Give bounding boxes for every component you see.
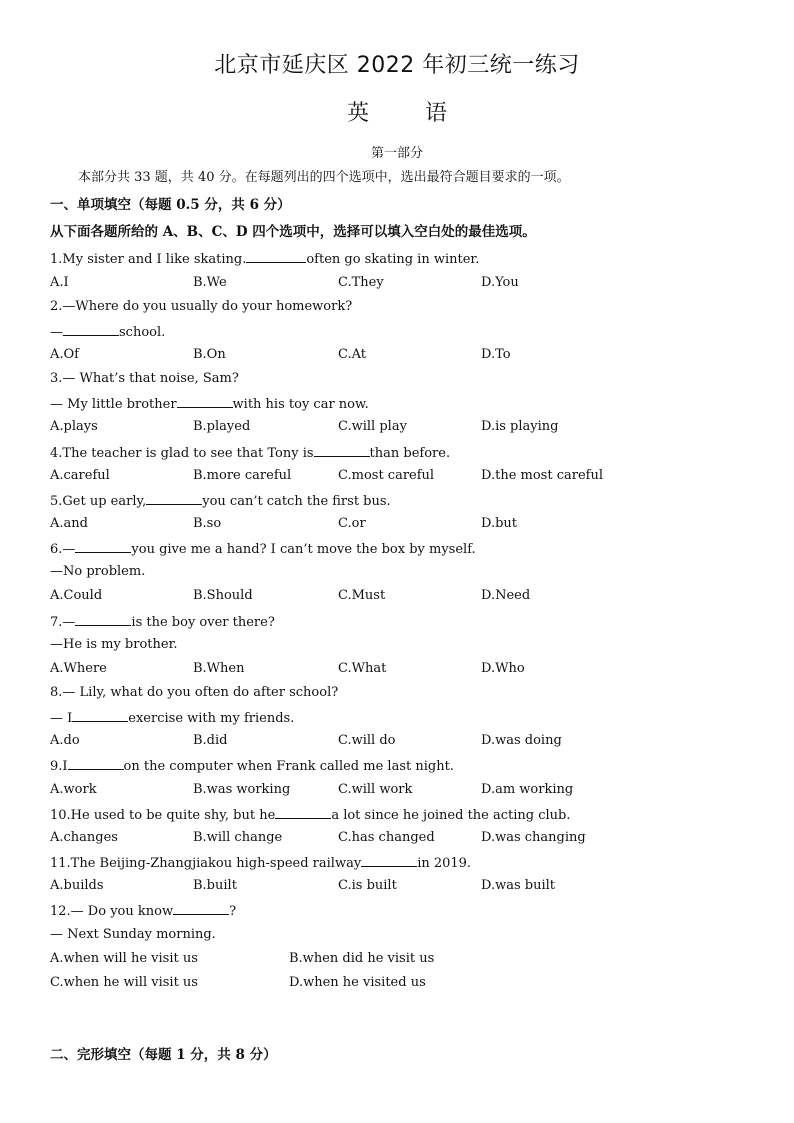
- q11-option-c[interactable]: C.is built: [338, 878, 397, 893]
- q7-option-d[interactable]: D.Who: [481, 661, 525, 676]
- q6-option-b[interactable]: B.Should: [193, 588, 253, 603]
- question-11: [50, 854, 471, 872]
- part-label: 第一部分: [370, 146, 423, 161]
- answer-blank: [173, 902, 229, 915]
- q3-text-b1: — My little brother: [50, 397, 177, 412]
- question-10: [50, 806, 571, 824]
- answer-blank: [275, 806, 331, 819]
- q5-text-a2: you can’t catch the first bus.: [202, 494, 391, 509]
- q3-text-b2: with his toy car now.: [232, 397, 369, 412]
- q2-option-d[interactable]: D.To: [481, 347, 511, 362]
- answer-blank: [63, 323, 119, 336]
- q1-text-a: 1.My sister and I like skating.: [50, 252, 247, 267]
- q6-option-c[interactable]: C.Must: [338, 588, 386, 603]
- q9-option-a[interactable]: A.work: [50, 782, 97, 797]
- q7-option-c[interactable]: C.What: [338, 661, 387, 676]
- question-12: [50, 902, 236, 920]
- q4-text-a2: than before.: [369, 446, 451, 461]
- subject-title: [0, 96, 794, 127]
- question-8: 8.— Lily, what do you often do after school?: [50, 685, 339, 700]
- q1-option-b[interactable]: B.We: [193, 275, 227, 290]
- q3-response: [50, 395, 369, 413]
- q7-text-a2: is the boy over there?: [131, 615, 275, 630]
- q12-text-a2: ?: [229, 904, 237, 919]
- subject-char-2: 语: [425, 101, 448, 126]
- q9-option-d[interactable]: D.am working: [481, 782, 574, 797]
- answer-blank: [75, 540, 131, 553]
- question-5: [50, 492, 391, 510]
- q6-option-a[interactable]: A.Could: [50, 588, 103, 603]
- q4-text-a1: 4.The teacher is glad to see that Tony is: [50, 446, 314, 461]
- q11-text-a2: in 2019.: [417, 856, 472, 871]
- q4-option-c[interactable]: C.most careful: [338, 468, 435, 483]
- q10-option-c[interactable]: C.has changed: [338, 830, 435, 845]
- answer-blank: [146, 492, 202, 505]
- q2-response: [50, 323, 165, 341]
- question-1: [50, 250, 479, 268]
- q10-text-a2: a lot since he joined the acting club.: [331, 808, 571, 823]
- answer-blank: [361, 854, 417, 867]
- q3-option-b[interactable]: B.played: [193, 419, 251, 434]
- section1-heading: 一、单项填空（每题 0.5 分，共 6 分）: [50, 197, 291, 213]
- q12-option-a[interactable]: A.when will he visit us: [50, 951, 198, 966]
- q12-response: — Next Sunday morning.: [50, 927, 216, 942]
- q6-text-a1: 6.—: [50, 542, 76, 557]
- q12-option-d[interactable]: D.when he visited us: [289, 975, 426, 990]
- q8-text-b2: exercise with my friends.: [128, 711, 295, 726]
- q10-text-a1: 10.He used to be quite shy, but he: [50, 808, 276, 823]
- q8-text-b1: — I: [50, 711, 73, 726]
- q2-option-a[interactable]: A.Of: [50, 347, 79, 362]
- subject-char-1: 英: [346, 101, 369, 126]
- q9-text-a1: 9.I: [50, 759, 68, 774]
- q5-option-a[interactable]: A.and: [50, 516, 88, 531]
- q7-option-a[interactable]: A.Where: [50, 661, 107, 676]
- q7-response: —He is my brother.: [50, 637, 178, 652]
- q4-option-a[interactable]: A.careful: [50, 468, 110, 483]
- q8-option-d[interactable]: D.was doing: [481, 733, 562, 748]
- section2-heading: 二、完形填空（每题 1 分，共 8 分）: [50, 1047, 277, 1063]
- q8-option-a[interactable]: A.do: [50, 733, 80, 748]
- answer-blank: [246, 250, 306, 263]
- q1-text-b: often go skating in winter.: [306, 252, 480, 267]
- q9-option-b[interactable]: B.was working: [193, 782, 291, 797]
- q10-option-d[interactable]: D.was changing: [481, 830, 586, 845]
- q11-text-a1: 11.The Beijing-Zhangjiakou high-speed railway: [50, 856, 362, 871]
- question-4: [50, 444, 450, 462]
- question-2: 2.—Where do you usually do your homework?: [50, 299, 353, 314]
- q7-option-b[interactable]: B.When: [193, 661, 245, 676]
- q1-option-c[interactable]: C.They: [338, 275, 384, 290]
- q2-option-b[interactable]: B.On: [193, 347, 226, 362]
- question-7: [50, 613, 275, 631]
- q3-option-c[interactable]: C.will play: [338, 419, 407, 434]
- answer-blank: [177, 395, 233, 408]
- q10-option-b[interactable]: B.will change: [193, 830, 283, 845]
- q1-option-d[interactable]: D.You: [481, 275, 519, 290]
- q6-response: —No problem.: [50, 564, 146, 579]
- q11-option-b[interactable]: B.built: [193, 878, 237, 893]
- q2-option-c[interactable]: C.At: [338, 347, 366, 362]
- exam-title: 北京市延庆区 2022 年初三统一练习: [214, 53, 580, 78]
- q8-option-b[interactable]: B.did: [193, 733, 228, 748]
- q6-option-d[interactable]: D.Need: [481, 588, 531, 603]
- q5-option-b[interactable]: B.so: [193, 516, 222, 531]
- q7-text-a1: 7.—: [50, 615, 76, 630]
- q9-option-c[interactable]: C.will work: [338, 782, 413, 797]
- q11-option-a[interactable]: A.builds: [50, 878, 104, 893]
- q3-option-d[interactable]: D.is playing: [481, 419, 559, 434]
- answer-blank: [68, 757, 124, 770]
- q12-text-a1: 12.— Do you know: [50, 904, 174, 919]
- q5-text-a1: 5.Get up early,: [50, 494, 147, 509]
- q11-option-d[interactable]: D.was built: [481, 878, 556, 893]
- q4-option-d[interactable]: D.the most careful: [481, 468, 603, 483]
- q4-option-b[interactable]: B.more careful: [193, 468, 292, 483]
- q12-option-b[interactable]: B.when did he visit us: [289, 951, 435, 966]
- q5-option-c[interactable]: C.or: [338, 516, 366, 531]
- q9-text-a2: on the computer when Frank called me last night.: [123, 759, 454, 774]
- q2-text-b1: —: [50, 325, 63, 340]
- q10-option-a[interactable]: A.changes: [50, 830, 118, 845]
- q8-response: [50, 709, 294, 727]
- answer-blank: [72, 709, 128, 722]
- q12-option-c[interactable]: C.when he will visit us: [50, 975, 198, 990]
- section1-instruction: 从下面各题所给的 A、B、C、D 四个选项中，选择可以填入空白处的最佳选项。: [50, 224, 536, 240]
- q3-option-a[interactable]: A.plays: [50, 419, 98, 434]
- question-3: 3.— What’s that noise, Sam?: [50, 371, 239, 386]
- intro-text: 本部分共 33 题，共 40 分。在每题列出的四个选项中，选出最符合题目要求的一项。: [78, 170, 570, 185]
- question-6: [50, 540, 476, 558]
- q5-option-d[interactable]: D.but: [481, 516, 518, 531]
- q6-text-a2: you give me a hand? I can’t move the box by myself.: [131, 542, 476, 557]
- q8-option-c[interactable]: C.will do: [338, 733, 396, 748]
- q1-option-a[interactable]: A.I: [50, 275, 69, 290]
- answer-blank: [75, 613, 131, 626]
- q2-text-b2: school.: [119, 325, 166, 340]
- question-9: [50, 757, 454, 775]
- answer-blank: [314, 444, 370, 457]
